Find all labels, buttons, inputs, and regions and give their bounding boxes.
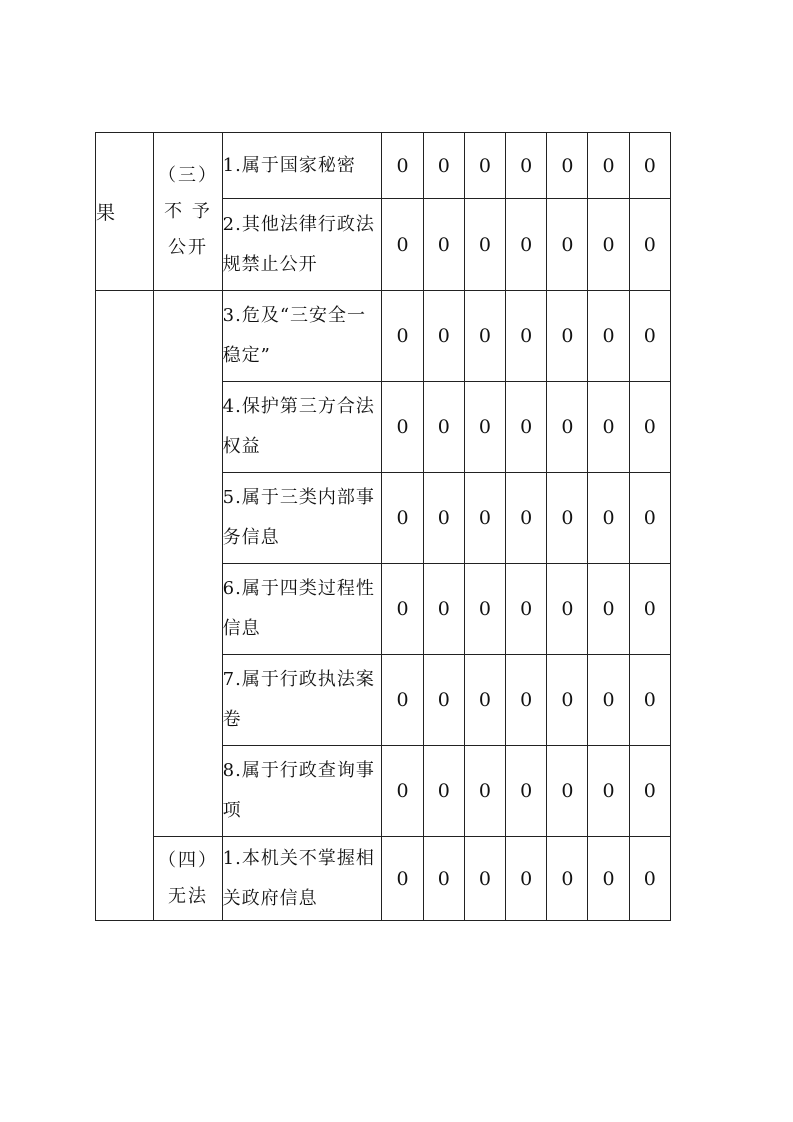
value-cell: 0 [423, 746, 464, 837]
value-cell: 0 [423, 655, 464, 746]
value-cell: 0 [506, 291, 547, 382]
value-cell: 0 [382, 564, 423, 655]
value-cell: 0 [588, 382, 629, 473]
value-cell: 0 [547, 655, 588, 746]
item-label: 2.其他法律行政法规禁止公开 [222, 199, 382, 291]
value-cell: 0 [464, 382, 505, 473]
value-cell: 0 [547, 199, 588, 291]
category-label-line: （三） [157, 164, 218, 186]
value-cell: 0 [382, 655, 423, 746]
value-cell: 0 [547, 291, 588, 382]
category-label-line: 公开 [167, 236, 208, 258]
value-cell: 0 [506, 564, 547, 655]
value-cell: 0 [423, 382, 464, 473]
value-cell: 0 [588, 133, 629, 199]
value-cell: 0 [506, 746, 547, 837]
item-label: 5.属于三类内部事务信息 [222, 473, 382, 564]
value-cell: 0 [382, 291, 423, 382]
table-row [96, 291, 671, 382]
value-cell: 0 [629, 746, 670, 837]
value-cell: 0 [423, 837, 464, 921]
value-cell: 0 [506, 382, 547, 473]
value-cell: 0 [506, 837, 547, 921]
value-cell: 0 [464, 837, 505, 921]
value-cell: 0 [464, 473, 505, 564]
value-cell: 0 [464, 655, 505, 746]
item-label: 4.保护第三方合法权益 [222, 382, 382, 473]
value-cell: 0 [547, 473, 588, 564]
value-cell: 0 [629, 133, 670, 199]
value-cell: 0 [629, 382, 670, 473]
value-cell: 0 [506, 473, 547, 564]
value-cell: 0 [464, 199, 505, 291]
value-cell: 0 [506, 655, 547, 746]
value-cell: 0 [629, 837, 670, 921]
value-cell: 0 [506, 133, 547, 199]
value-cell: 0 [629, 199, 670, 291]
value-cell: 0 [547, 382, 588, 473]
disclosure-statistics-table [95, 132, 671, 921]
value-cell: 0 [588, 655, 629, 746]
result-column-label: 果 [96, 133, 154, 291]
value-cell: 0 [629, 564, 670, 655]
value-cell: 0 [547, 746, 588, 837]
value-cell: 0 [588, 564, 629, 655]
value-cell: 0 [588, 199, 629, 291]
value-cell: 0 [464, 133, 505, 199]
value-cell: 0 [382, 746, 423, 837]
value-cell: 0 [629, 655, 670, 746]
value-cell: 0 [629, 291, 670, 382]
value-cell: 0 [382, 837, 423, 921]
value-cell: 0 [588, 746, 629, 837]
item-label: 1.属于国家秘密 [222, 133, 382, 199]
value-cell: 0 [423, 199, 464, 291]
value-cell: 0 [423, 291, 464, 382]
value-cell: 0 [547, 133, 588, 199]
empty-category-cell [154, 291, 222, 837]
category-label-line: （四） [157, 849, 218, 871]
value-cell: 0 [464, 291, 505, 382]
value-cell: 0 [423, 133, 464, 199]
value-cell: 0 [464, 746, 505, 837]
table-row [96, 133, 671, 199]
category-unable-to-provide [154, 837, 222, 921]
value-cell: 0 [588, 291, 629, 382]
value-cell: 0 [382, 382, 423, 473]
value-cell: 0 [588, 473, 629, 564]
item-label: 3.危及“三安全一稳定” [222, 291, 382, 382]
value-cell: 0 [547, 837, 588, 921]
category-not-disclosed [154, 133, 222, 291]
value-cell: 0 [423, 473, 464, 564]
value-cell: 0 [588, 837, 629, 921]
table-row [96, 837, 671, 921]
value-cell: 0 [464, 564, 505, 655]
value-cell: 0 [382, 473, 423, 564]
item-label: 6.属于四类过程性信息 [222, 564, 382, 655]
category-label-line: 无法 [167, 885, 208, 907]
item-label: 7.属于行政执法案卷 [222, 655, 382, 746]
value-cell: 0 [547, 564, 588, 655]
item-label: 8.属于行政查询事项 [222, 746, 382, 837]
category-label-line: 不 予 [164, 200, 212, 222]
value-cell: 0 [382, 133, 423, 199]
value-cell: 0 [506, 199, 547, 291]
value-cell: 0 [423, 564, 464, 655]
item-label: 1.本机关不掌握相关政府信息 [222, 837, 382, 921]
empty-label-cell [96, 291, 154, 921]
value-cell: 0 [382, 199, 423, 291]
value-cell: 0 [629, 473, 670, 564]
